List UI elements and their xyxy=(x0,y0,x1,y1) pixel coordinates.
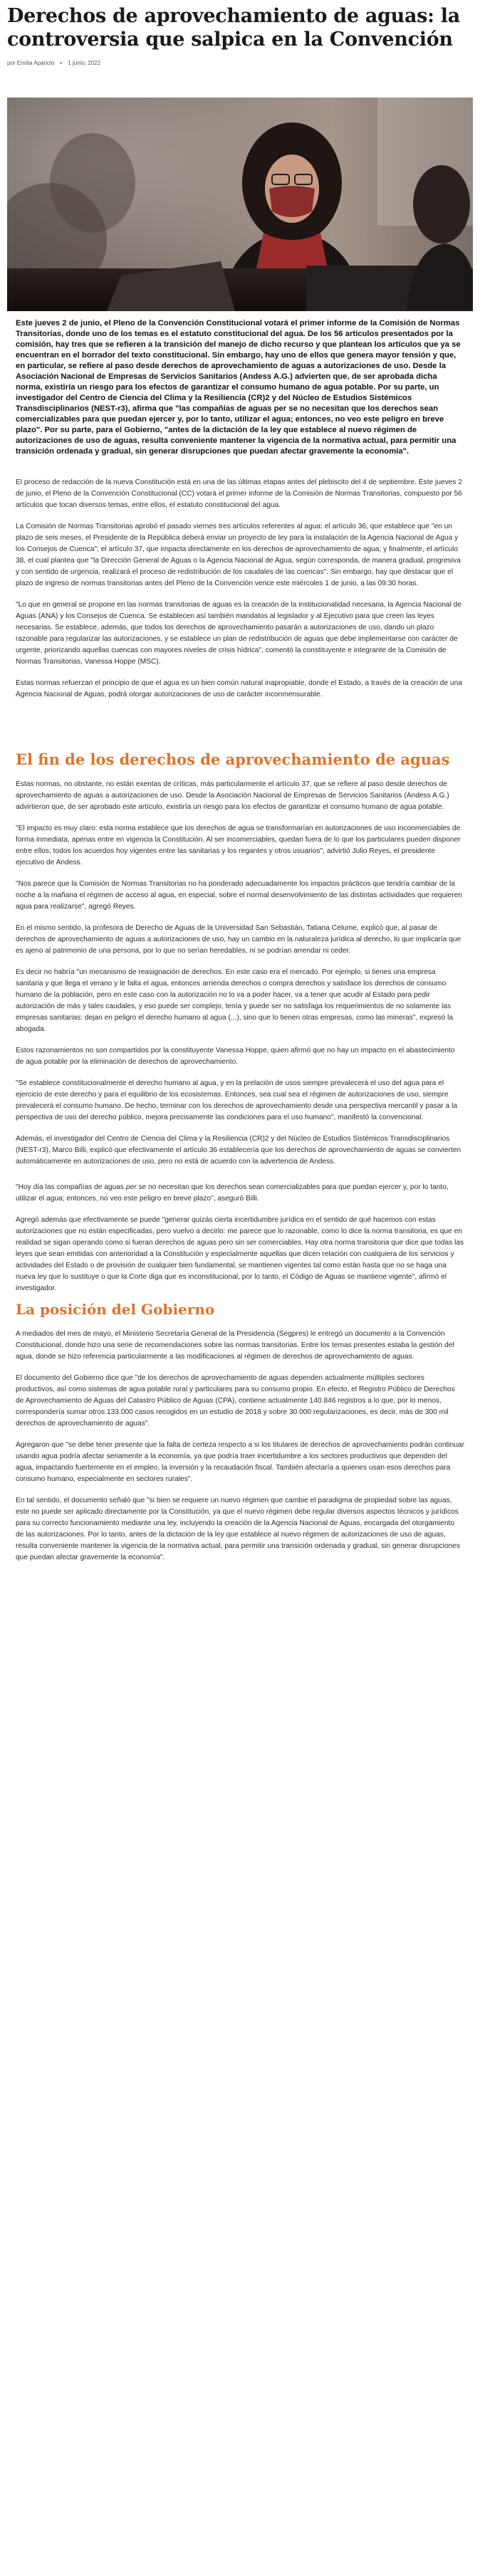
article-title: Derechos de aprovechamiento de aguas: la controversia que salpica en la Convención xyxy=(7,5,460,51)
article-body-section-1 xyxy=(0,779,480,1294)
intro-paragraph-3: "Lo que en general se propone en las normas transitorias de aguas es la creación de la institucionalidad necesaria, la Agencia Nacional de Aguas (ANA) y los Consejos de Cuenca. Se establecen así también mandatos al legislador y al Ejecutivo para que creen las leyes necesarias. Se establece, además, que todos los derechos de aprovechamiento pasarán a autorizaciones de uso, dando un plazo razonable para regularizar las autorizaciones, y se establece un plan de redistribución de aguas que debe implementarse con carácter de urgente, priorizando aquellas cuencas con mayores niveles de crisis hídrica", comentó la constituyente e integrante de la Comisión de Normas Transitorias, Vanessa Hoppe (MSC). xyxy=(16,601,462,666)
section1-paragraph-7: "Se establece constitucionalmente el derecho humano al agua, y en la prelación de usos siempre prevalecerá el uso del agua para el ejercicio de este derecho y para el equilibrio de los ecosistemas. Entonces, sea cual sea el régimen de autorizaciones de uso, siempre prevalecerá el consumo humano. De hecho, terminar con los derechos de aprovechamiento desde una perspectiva mercantil y pasar a la perspectiva de uso del derecho público, mejora precisamente las condiciones para el uso humano", manifestó la convencional. xyxy=(16,1079,458,1121)
section1-paragraph-8: Además, el investigador del Centro de Ciencia del Clima y la Resiliencia (CR)2 y del Núcleo de Estudios Sistémicos Transdisciplinarios (NEST-r3), Marco Billi, explicó que efectivamente el artículo 36 establecería que los derechos de aprovechamiento de aguas se convierten automáticamente en autorizaciones de uso, pero no está de acuerdo con la advertencia de Andess. xyxy=(16,1135,461,1166)
billi-quote-post: no necesitan que los derechos sean comercializables para que puedan ejercer y, por lo tanto, utilizar el agua; entonces, no veo este peligro en breve plazo", aseguró Billi. xyxy=(16,1183,449,1203)
byline-separator xyxy=(60,62,62,64)
billi-quote-em: per se xyxy=(125,1183,147,1191)
article-body-section-2 xyxy=(0,1329,480,1564)
author-name[interactable]: por Emilia Aparicio xyxy=(7,60,55,66)
billi-quote xyxy=(16,1182,464,1205)
publish-date: 1 junio, 2022 xyxy=(68,60,101,66)
intro-paragraph-1: El proceso de redacción de la nueva Constitución está en una de las últimas etapas antes del plebiscito del 4 de septiembre. Este jueves 2 de junio, el Pleno de la Convención Constitucional (CC) votará el primer informe de la Comisión de Normas Transitorias, compuesto por 56 artículos que tocan diversos temas, entre ellos, el estatuto constitucional del agua. xyxy=(16,478,462,509)
hero-photo xyxy=(7,98,473,311)
billi-quote-pre: "Hoy día las compañías de aguas xyxy=(16,1183,126,1191)
section1-paragraph-1: Estas normas, no obstante, no están exentas de críticas, más particularmente el artículo 37, que se refiere al paso desde derechos de aprovechamiento de aguas a autorizaciones de uso. Desde la Asociación Nacional de Empresas de Servicios Sanitarios (Andess A.G.) advirtieron que, de ser aprobado este artículo, existiría un riesgo para los efectos de garantizar el consumo humano de agua potable. xyxy=(16,780,449,811)
spacer xyxy=(16,1168,464,1172)
section1-paragraph-3: "Nos parece que la Comisión de Normas Transitorias no ha ponderado adecuadamente los impactos prácticos que tendría cambiar de la noche a la mañana el régimen de acceso al agua, en especial, sobre el normal desenvolvimiento de las distintas actividades que requieren agua para realizarse", agregó Reyes. xyxy=(16,880,462,911)
photo-icon xyxy=(7,98,473,311)
article-lead: Este jueves 2 de junio, el Pleno de la Convención Constitucional votará el primer informe de la Comisión de Normas Transitorias, donde uno de los temas es el estatuto constitucional del agua. De los 56 artículos presentados por la comisión, hay tres que se refieren a la transición del manejo de dicho recurso y que plantean los artículos que ya se encuentran en el borrador del texto constitucional. Sin embargo, hay uno de ellos que genera mayor tensión y que, en particular, se refiere al paso desde derechos de aprovechamiento de aguas a autorizaciones de uso. Desde la Asociación Nacional de Empresas de Servicios Sanitarios (Andess A.G.) advierten que, de ser aprobada dicha norma, existiría un riesgo para los efectos de garantizar el consumo humano de agua potable. Por su parte, un investigador del Centro de Ciencia del Clima y la Resiliencia (CR)2 y del Núcleo de Estudios Sistémicos Transdisciplinarios (NEST-r3), afirma que "las compañías de aguas per se no necesitan que los derechos sean comercializables para que puedan ejercer y, por lo tanto, utilizar el agua; entonces, no veo este peligro en breve plazo". Por su parte, para el Gobierno, "antes de la dictación de la ley que establece al nuevo régimen de autorizaciones de uso de aguas, resulta conveniente mantener la vigencia de la normativa actual, para permitir una transición ordenada y gradual, sin generar disrupciones que puedan afectar gravemente la economía". xyxy=(7,311,473,467)
intro-paragraph-2: La Comisión de Normas Transitorias aprobó el pasado viernes tres artículos referentes al agua: el artículo 36, que establece que "en un plazo de seis meses, el Presidente de la República deberá enviar un proyecto de ley para la instalación de la Agencia Nacional de Agua y los Consejos de Cuenca"; el artículo 37, que impacta directamente en los derechos de aprovechamiento de agua; y finalmente, el artículo 38, el cual plantea que "la Dirección General de Aguas o la Agencia Nacional de Agua, según corresponda, de manera gradual, progresiva y con sentido de urgencia, realizará el proceso de redistribución de los caudales de las cuencas". Sin embargo, hay que destacar que el plazo de ingreso de normas transitorias antes del Pleno de la Convención vence este miércoles 1 de junio, a las 09:30 horas. xyxy=(16,523,461,587)
section-title-posicion-gobierno: La posición del Gobierno xyxy=(16,1301,215,1318)
section1-paragraph-4: En el mismo sentido, la profesora de Derecho de Aguas de la Universidad San Sebastián, Tatiana Celume, explicó que, al pasar de derechos de aprovechamiento de aguas a autorizaciones de uso, hay un cambio en la naturaleza jurídica al derecho, lo que implicaría que es ajeno al patrimonio de una persona, por lo que no serían heredables, ni se podrían arrendar ni ceder. xyxy=(16,924,461,955)
section2-paragraph-2: El documento del Gobierno dice que "de los derechos de aprovechamiento de aguas dependen actualmente múltiples sectores productivos, así como sistemas de agua potable rural y particulares para su consumo propio. En efecto, el Registro Público de Derechos de Aprovechamiento de Aguas del Catastro Público de Aguas (CPA), contiene actualmente 140.846 registros a lo que, por lo menos, correspondería sumar otros 133.000 casos recogidos en un estudio de 2018 y sobre 30.000 regularizaciones, es decir, más de 300 mil derechos de aprovechamiento de aguas". xyxy=(16,1374,455,1428)
section2-paragraph-3: Agregaron que "se debe tener presente que la falta de certeza respecto a si los titulares de derechos de aprovechamiento podrán continuar usando agua podría afectar seriamente a la economía, ya que podría traer incertidumbre a los sectores productivos que dependen del agua, impactando fuertemente en el empleo, la inversión y la recaudación fiscal. También afectaría a quienes usan esos derechos para consumo humano, especialmente en sectores rurales". xyxy=(16,1441,464,1483)
section2-paragraph-4: En tal sentido, el documento señaló que "si bien se requiere un nuevo régimen que cambie el paradigma de propiedad sobre las aguas, este no puede ser aplicado directamente por la Constitución, ya que el nuevo régimen debe regular diversos aspectos técnicos y jurídicos para su correcto funcionamiento mediante una ley, incluyendo la creación de la Agencia Nacional de Aguas, encargada del otorgamiento de las autorizaciones. Por lo tanto, antes de la dictación de la ley que establece al nuevo régimen de autorizaciones de uso de aguas, resulta conveniente mantener la vigencia de la normativa actual, para permitir una transición ordenada y gradual, sin generar disrupciones que puedan afectar gravemente la economía". xyxy=(16,1497,461,1561)
byline xyxy=(0,51,480,66)
section-title-fin-derechos: El fin de los derechos de aprovechamiento de aguas xyxy=(16,750,450,768)
section1-paragraph-2: "El impacto es muy claro: esta norma establece que los derechos de agua se transformarían en autorizaciones de uso inconmerciables de forma inmediata, apenas entre en vigencia la Constitución. Al ser incomerciables, quedan fuera de lo que los particulares pueden disponer entre ellos, todos los acuerdos hoy vigentes entre las sanitarias y los regantes y otros usuarios", advirtió Julio Reyes, el presidente ejecutivo de Andess. xyxy=(16,824,461,866)
section1-paragraph-6: Estos razonamientos no son compartidos por la constituyente Vanessa Hoppe, quien afirmó que no hay un impacto en el abastecimiento de agua potable por la eliminación de derechos de aprovechamiento. xyxy=(16,1047,455,1066)
article-body-intro xyxy=(0,477,480,701)
section1-tail-paragraph: Agregó además que efectivamente se puede "generar quizás cierta incertidumbre jurídica en el sentido de qué hacemos con estas autorizaciones que no están especificadas, pero vuelvo a decirlo: me parece que lo razonable, como lo dice la norma transitoria, es que en realidad se sigan operando como si fueran derechos de aguas pero sin ser comerciables. Hay otra norma transitoria que dice que todas las leyes que sean emitidas con anterioridad a la Constitución y especialmente aquellas que dicen relación con cualquiera de los servicios y actividades del Estado o de provisión de cualquier bien fundamental, se mantienen vigentes tal como están hasta que no se haga una nueva ley que lo sustituye o que la Corte diga que es inconstitucional, por lo tanto, el Código de Aguas se mantiene vigente", afirmó el investigador. xyxy=(16,1216,464,1292)
section2-paragraph-1: A mediados del mes de mayo, el Ministerio Secretaría General de la Presidencia (Segpres) le entregó un documento a la Convención Constitucional, donde hizo una serie de recomendaciones sobre las normas transitorias. Entre los temas presentes estaba la gestión del agua, donde se hizo referencia particularmente a las modificaciones al régimen de derechos de aprovechamiento de aguas. xyxy=(16,1330,454,1361)
share-row xyxy=(7,72,473,88)
intro-paragraph-4: Estas normas refuerzan el principio de que el agua es un bien común natural inapropiable, donde el Estado, a través de la creación de una Agencia Nacional de Aguas, podrá otorgar autorizaciones de uso de carácter inconmensurable. xyxy=(16,679,462,698)
section1-paragraph-5: Es decir no habría "un mecanismo de reasignación de derechos. En este caso era el mercado. Por ejemplo, si tienes una empresa sanitaria y que llega el verano y le falta el agua, entonces arrienda derechos o compra derechos y satisface los derechos de consumo humano de la población, pero en este caso con la autorización no lo va a poder hacer, va a tener que acudir al Estado para pedir autorización de más y tales caudales, y eso puede ser complejo, tenía y puede ser no satisfaga los requerimientos de no solamente las empresas sanitarias: dejan en peligro el derecho humano al agua (...), sino que lo tienen otras empresas, como las mineras", expresó la abogada. xyxy=(16,968,454,1033)
